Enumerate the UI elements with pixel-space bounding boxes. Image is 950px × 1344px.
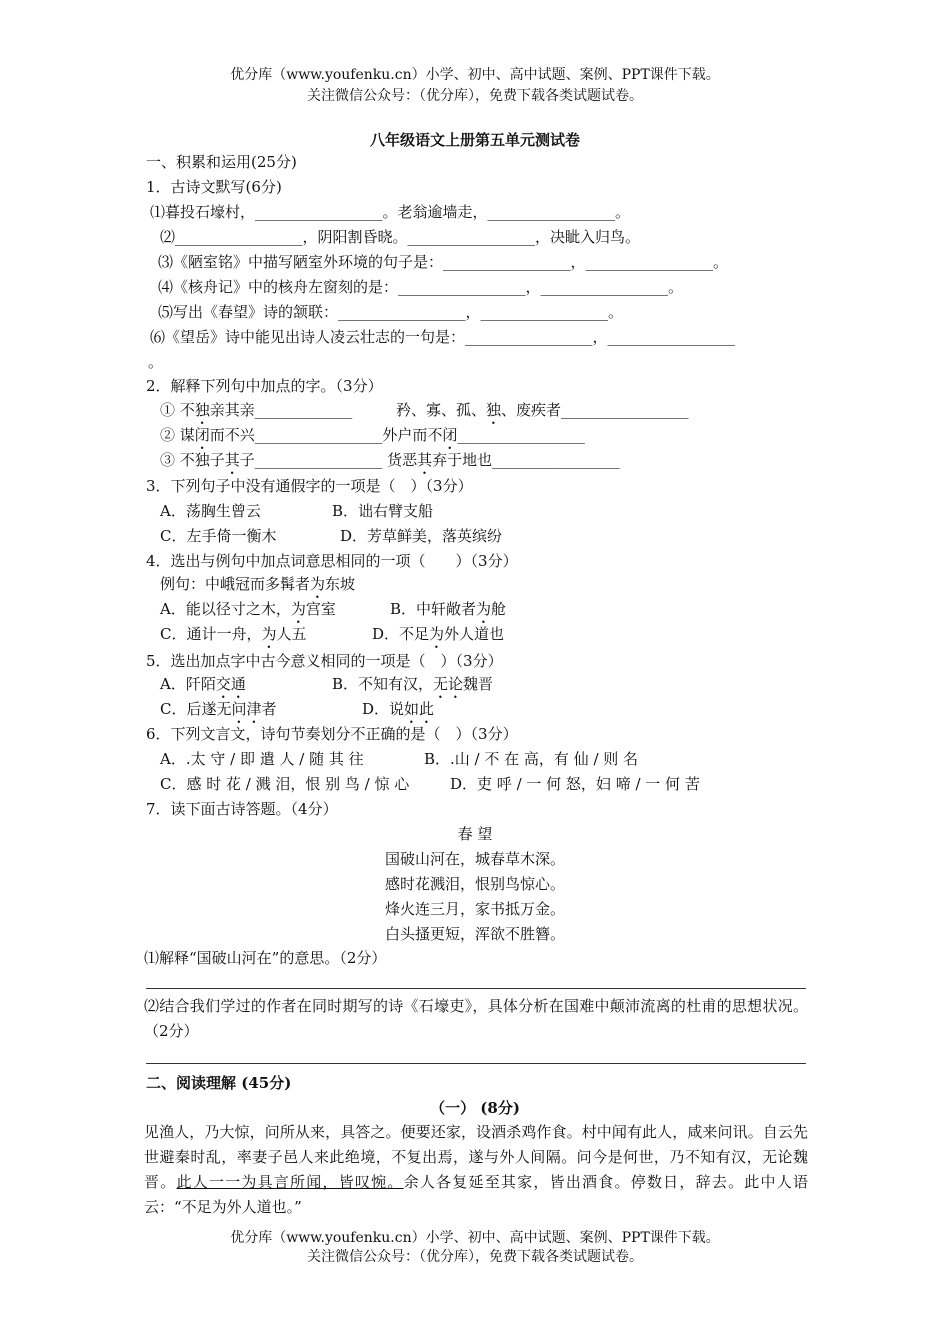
page-title: 八年级语文上册第五单元测试卷 [369, 131, 580, 149]
q6-option-c: C．感 时 花 / 溅 泪，恨 别 鸟 / 惊 心 [160, 775, 410, 793]
q4-c-pre: C．通计一舟， [160, 625, 262, 643]
q7-sub2: ⑵结合我们学过的作者在同时期写的诗《石壕吏》，具体分析在国难中颠沛流离的杜甫的思想状况。（2分） [144, 997, 808, 1040]
q2-r2b-dot: 闭 [442, 426, 458, 444]
q6-options-row2 [160, 774, 804, 794]
q5-option-c [160, 700, 277, 718]
q2-r2b-pre: 外户而不 [382, 426, 443, 444]
q4-c-post: 人五 [276, 625, 307, 643]
q2-r3a-dot: 其 [224, 451, 240, 469]
q2-r3a-pre: ③ 不独子 [160, 451, 225, 469]
q2-r2a-post: 而不兴_________________ [209, 426, 383, 444]
q5-option-a [160, 675, 246, 693]
passage-post: 余人各复延至其家，皆出酒食。停数日，辞去。此中人语云：“不足为外人道也。” [144, 1173, 808, 1216]
q4-b-post: 舱 [491, 600, 507, 618]
q5-option-b [332, 674, 493, 702]
q3-option-a: A．荡胸生曾云 [160, 502, 261, 520]
q4-a-dot: 为 [290, 600, 306, 618]
q2-r3b-pre: 货恶 [387, 451, 418, 469]
q1-item-3: ⑶《陋室铭》中描写陋室外环境的句子是：_________________，_________________。 [158, 253, 729, 271]
q2-r1b-pre: 矜、寡、孤、 [396, 401, 487, 419]
q5-c-post: 者 [261, 700, 277, 718]
q1-item-5: ⑸写出《春望》诗的颔联：_________________，_________________。 [158, 303, 624, 321]
q2-r1a-post: 亲其亲_____________ [209, 401, 353, 419]
q4-b-dot: 为 [476, 600, 492, 618]
q2-r2a-dot: 闭 [194, 426, 210, 444]
poem-line-1: 国破山河在，城春草木深。 [384, 850, 565, 868]
q1-item-6: ⑹《望岳》诗中能见出诗人凌云壮志的一句是：_________________，_________________ [150, 328, 736, 346]
section2-heading: 二、阅读理解 (45分) [146, 1074, 292, 1092]
q4-example [160, 574, 804, 602]
q4-a-pre: A．能以径寸之木， [160, 600, 291, 618]
q5-a-dot: 交通 [215, 675, 246, 693]
q4-ex-post: 东坡 [325, 575, 356, 593]
q1-item-2: ⑵_________________，阴阳割昏晓。_________________，决眦入归鸟。 [160, 228, 641, 246]
q5-a-pre: A．阡陌 [160, 675, 216, 693]
q5-c-dot: 问津 [231, 700, 262, 718]
poem-line-4: 白头搔更短，浑欲不胜簪。 [384, 925, 565, 943]
section1-heading: 一、积累和运用(25分) [146, 153, 297, 171]
q5-b-dot: 无论 [433, 675, 464, 693]
q6-stem: 6．下列文言文，诗句节奏划分不正确的是（ ）（3分） [146, 725, 518, 743]
q4-ex-pre: 例句：中峨冠而多髯者 [160, 575, 311, 593]
poem-title: 春 望 [457, 825, 493, 843]
q5-c-pre: C．后遂无 [160, 700, 232, 718]
q2-row-1 [160, 400, 804, 428]
q5-stem: 5．选出加点字中古今意义相同的一项是（ ）（3分） [146, 652, 503, 670]
q5-b-pre: B．不知有汉， [332, 675, 434, 693]
q1-item-1: ⑴暮投石壕村，_________________。老翁逾墙走，_________________。 [150, 203, 631, 221]
q6-options-row1 [160, 749, 804, 769]
site-footer-line2: 关注微信公众号：（优分库），免费下载各类试题试卷。 [307, 1249, 643, 1265]
q2-stem: 2．解释下列句中加点的字。（3分） [146, 377, 383, 395]
q4-option-a [160, 600, 336, 618]
q2-r3b-dot: 其 [417, 451, 433, 469]
q2-r2a-pre: ② 谋 [160, 426, 195, 444]
q3-options-row2 [160, 526, 804, 546]
q5-option-d [362, 699, 434, 727]
q2-r1a-pre: ① 不 [160, 401, 195, 419]
q3-option-b: B．诎右臂支船 [332, 502, 434, 520]
q2-r3a-post: 子_________________ [239, 451, 383, 469]
q4-c-dot: 为 [261, 625, 277, 643]
q2-r1b-dot: 独 [486, 401, 502, 419]
q5-b-post: 魏晋 [463, 675, 494, 693]
q4-d-pre: D．不足 [372, 625, 430, 643]
q2-r2b-post: _________________ [457, 426, 585, 444]
q2-r1a-dot: 独 [194, 401, 210, 419]
q7-stem: 7．读下面古诗答题。（4分） [146, 800, 338, 818]
q3-option-c: C．左手倚一衡木 [160, 527, 277, 545]
q4-ex-dot: 为 [310, 575, 326, 593]
q4-d-post: 外人道也 [444, 625, 505, 643]
q5-d-pre: D．说 [362, 700, 405, 718]
q4-options-row2 [160, 624, 804, 652]
passage [144, 1120, 808, 1220]
q3-options-row1 [160, 501, 804, 521]
q6-option-a: A．.太 守 / 即 遣 人 / 随 其 往 [160, 750, 364, 768]
site-header-line2: 关注微信公众号：（优分库），免费下载各类试题试卷。 [307, 88, 643, 104]
q3-option-d: D．芳草鲜美，落英缤纷 [340, 527, 503, 545]
q2-row-3 [160, 450, 804, 478]
q2-r3b-post: 弃于地也_________________ [432, 451, 620, 469]
passage-underlined-sentence: 此人一一为具言所闻，皆叹惋。 [176, 1173, 404, 1191]
q4-b-pre: B．中轩敞者 [390, 600, 477, 618]
q2-row-2 [160, 425, 804, 453]
answer-line-2 [146, 1063, 806, 1064]
poem-line-3: 烽火连三月，家书抵万金。 [384, 900, 565, 918]
poem-line-2: 感时花溅泪，恨别鸟惊心。 [384, 875, 565, 893]
answer-line-1 [146, 988, 806, 989]
q5-options-row2 [160, 699, 804, 727]
passage-pre: 见渔人，乃大惊，问所从来，具答之。便要还家，设酒杀鸡作食。村中闻有此人，咸来问讯。自云先世避秦时乱，率妻子邑人来此绝境，不复出焉，遂与外人间隔。问今是何世，乃不知有汉，无论魏晋。 [144, 1123, 808, 1191]
q1-item-4: ⑷《核舟记》中的核舟左窗刻的是：_________________，_________________。 [158, 278, 684, 296]
q3-stem: 3．下列句子中没有通假字的一项是（ ）（3分） [146, 477, 473, 495]
q6-option-d: D．吏 呼 / 一 何 怒，妇 啼 / 一 何 苦 [450, 775, 700, 793]
q1-item-6-end: 。 [148, 353, 164, 371]
q2-row-1-b [396, 400, 689, 428]
q6-option-b: B．.山 / 不 在 高，有 仙 / 则 名 [424, 750, 639, 768]
q4-options-row1 [160, 599, 804, 627]
q4-a-post: 宫室 [305, 600, 336, 618]
q4-d-dot: 为 [429, 625, 445, 643]
q1-stem: 1．古诗文默写(6分) [146, 178, 282, 196]
q5-options-row1 [160, 674, 804, 702]
q5-d-dot: 如此 [404, 700, 435, 718]
q4-option-c [160, 625, 307, 643]
q4-option-d [372, 624, 504, 652]
q7-sub1: ⑴解释“国破山河在”的意思。（2分） [144, 949, 387, 967]
q4-option-b [390, 599, 506, 627]
site-footer-line1: 优分库（www.youfenku.cn）小学、初中、高中试题、案例、PPT课件下载。 [230, 1230, 720, 1246]
part1-heading: （一） (8分) [430, 1099, 520, 1117]
q4-stem: 4．选出与例句中加点词意思相同的一项（ ）（3分） [146, 552, 518, 570]
site-header-line1: 优分库（www.youfenku.cn）小学、初中、高中试题、案例、PPT课件下载。 [230, 67, 720, 83]
q2-r1b-post: 、废疾者_________________ [501, 401, 689, 419]
